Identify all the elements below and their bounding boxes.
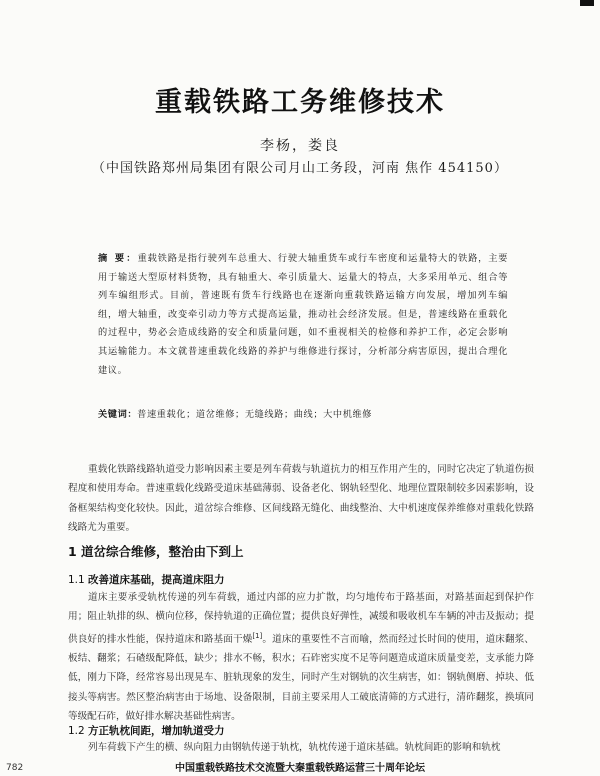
section-1-1-number: 1.1: [68, 574, 85, 586]
page-number: 782: [6, 763, 24, 773]
section-1-1-heading: [68, 572, 225, 587]
section-1-1-text-b: 。道床的重要性不言而喻，然而经过长时间的使用，道床翻浆、板结、翻浆；石碴级配降低，缺少；排水不畅，积水；石砟密实度不足等问题造成道床质量变差，支承能力降低，刚力下降，经常容易出现晃车、脏轨现象的发生，同时产生对钢轨的次生病害，如：钢轨侧磨、掉块、低接头等病害。然区整治病害由于场地、设备限制，目前主要采用人工破底清筛的方式进行，清砟翻浆，换填同等级配石砟，做好排水解决基础性病害。: [68, 633, 535, 722]
section-1-1-paragraph: [68, 588, 534, 726]
section-1-2-heading: [68, 723, 225, 738]
abstract-label: 摘 要：: [98, 253, 138, 264]
section-1-1-title: 改善道床基础，提高道床阻力: [88, 574, 225, 586]
corner-mark: [580, 0, 594, 6]
section-1-2-title: 方正轨枕间距，增加轨道受力: [88, 725, 225, 737]
intro-paragraph: 重载化铁路线路轨道受力影响因素主要是列车荷载与轨道抗力的相互作用产生的，同时它决定了轨道伤损程度和使用寿命。普速重载化线路受道床基础薄弱、设备老化、钢轨轻型化、地理位置限制较多因素影响，设备框架结构变化较快。因此，道岔综合维修、区间线路无缝化、曲线整治、大中机速度保养维修对重载化铁路线路尤为重要。: [68, 464, 534, 533]
section-1-2-paragraph: 列车荷载下产生的横、纵向阻力由钢轨传递于轨枕，轨枕传递于道床基础。轨枕间距的影响和轨枕: [88, 742, 501, 753]
section-1-heading: 1 道岔综合维修，整治由下到上: [68, 544, 244, 559]
affiliation: （中国铁路郑州局集团有限公司月山工务段，河南 焦作 454150）: [92, 161, 508, 176]
section-1-2-number: 1.2: [68, 725, 85, 737]
conference-footer: 中国重载铁路技术交流暨大秦重载铁路运营三十周年论坛: [175, 763, 425, 774]
keywords: [98, 406, 508, 420]
keywords-label: 关键词：: [98, 409, 138, 420]
authors: 李杨，娄良: [260, 138, 340, 154]
keywords-text: 普速重载化；道岔维修；无缝线路；曲线；大中机维修: [137, 409, 373, 420]
abstract-text: 重载铁路是指行驶列车总重大、行驶大轴重货车或行车密度和运量特大的铁路，主要用于输送大型原材料货物，具有轴重大、牵引质量大、运量大的特点，大多采用单元、组合等列车编组形式。目前，普速既有货车行线路也在逐渐向重载铁路运输方向发展，增加列车编组，增大轴重，改变牵引动力等方式提高运量，推动社会经济发展。但是，普速线路在重载化的过程中，势必会造成线路的安全和质量问题，如不重视相关的检修和养护工作，必定会影响其运输能力。本文就普速重载化线路的养护与维修进行探讨，分析部分病害原因，提出合理化建议。: [98, 253, 508, 376]
paper-title: 重载铁路工务维修技术: [155, 87, 445, 118]
abstract: [98, 250, 508, 380]
citation: [1]: [252, 631, 263, 640]
section-1-1-text-a: 道床主要承受轨枕传递的列车荷载，通过内部的应力扩散，均匀地传布于路基面，对路基面起到保护作用；阻止轨排的纵、横向位移，保持轨道的正确位置；提供良好弹性，减缓和吸收机车车辆的冲击及振动；提供良好的排水性能，保持道床和路基面干燥: [68, 592, 534, 645]
